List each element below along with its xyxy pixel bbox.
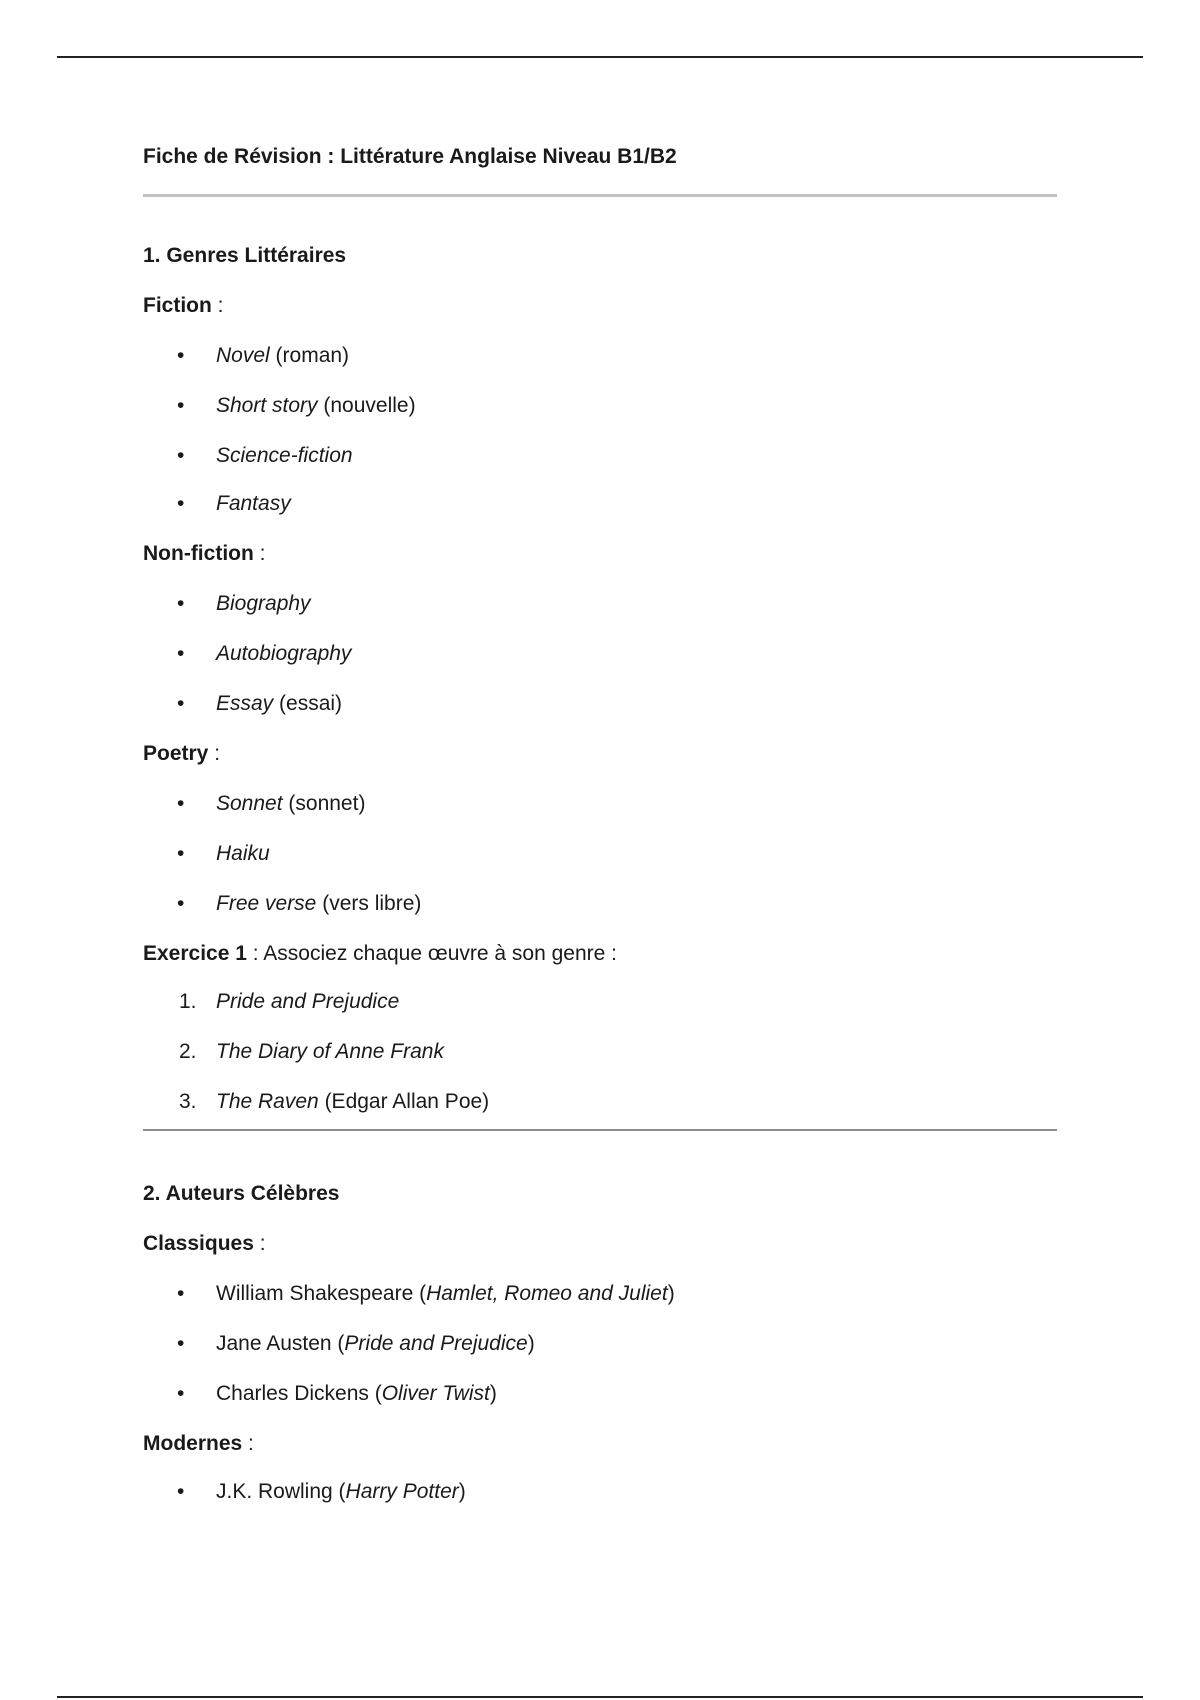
fiction-label: Fiction : [143,294,224,317]
bullet-icon: • [177,344,185,367]
list-item: • Sonnet (sonnet) [143,790,1057,818]
list-item: • Free verse (vers libre) [143,890,1057,918]
bullet-icon: • [177,842,185,865]
bullet-icon: • [177,394,185,417]
page-bottom-rule [57,1696,1143,1698]
list-item: • J.K. Rowling (Harry Potter) [143,1478,1057,1506]
page-top-rule [57,56,1143,58]
list-item: • Jane Austen (Pride and Prejudice) [143,1330,1057,1358]
list-item: • Charles Dickens (Oliver Twist) [143,1380,1057,1408]
list-number: 1. [179,990,197,1013]
nonfiction-list [143,590,1057,718]
section-2-heading: 2. Auteurs Célèbres [143,1182,340,1205]
list-item: • Autobiography [143,640,1057,668]
bullet-icon: • [177,1382,185,1405]
title-divider [143,194,1057,197]
bullet-icon: • [177,642,185,665]
bullet-icon: • [177,792,185,815]
classics-label: Classiques : [143,1232,266,1255]
list-item: • Science-fiction [143,442,1057,470]
list-item: • William Shakespeare (Hamlet, Romeo and Juliet) [143,1280,1057,1308]
list-number: 3. [179,1090,197,1113]
bullet-icon: • [177,492,185,515]
moderns-list [143,1478,1057,1506]
page-title: Fiche de Révision : Littérature Anglaise Niveau B1/B2 [143,145,677,168]
list-item: 2. The Diary of Anne Frank [143,1038,1057,1066]
fiction-list [143,342,1057,518]
list-item: • Short story (nouvelle) [143,392,1057,420]
bullet-icon: • [177,1282,185,1305]
list-item: 3. The Raven (Edgar Allan Poe) [143,1088,1057,1116]
bullet-icon: • [177,1480,185,1503]
bullet-icon: • [177,892,185,915]
bullet-icon: • [177,1332,185,1355]
bullet-icon: • [177,444,185,467]
exercise-1-instruction: Exercice 1 : Associez chaque œuvre à son genre : [143,942,617,965]
list-number: 2. [179,1040,197,1063]
classics-list [143,1280,1057,1408]
list-item: • Haiku [143,840,1057,868]
list-item: 1. Pride and Prejudice [143,988,1057,1016]
bullet-icon: • [177,592,185,615]
poetry-label: Poetry : [143,742,221,765]
poetry-list [143,790,1057,918]
bullet-icon: • [177,692,185,715]
exercise-1-list [143,988,1057,1116]
nonfiction-label: Non-fiction : [143,542,266,565]
document-body [143,143,1057,1506]
moderns-label: Modernes : [143,1432,254,1455]
list-item: • Biography [143,590,1057,618]
list-item: • Essay (essai) [143,690,1057,718]
section-divider [143,1129,1057,1131]
list-item: • Fantasy [143,490,1057,518]
section-1-heading: 1. Genres Littéraires [143,244,347,267]
list-item: • Novel (roman) [143,342,1057,370]
